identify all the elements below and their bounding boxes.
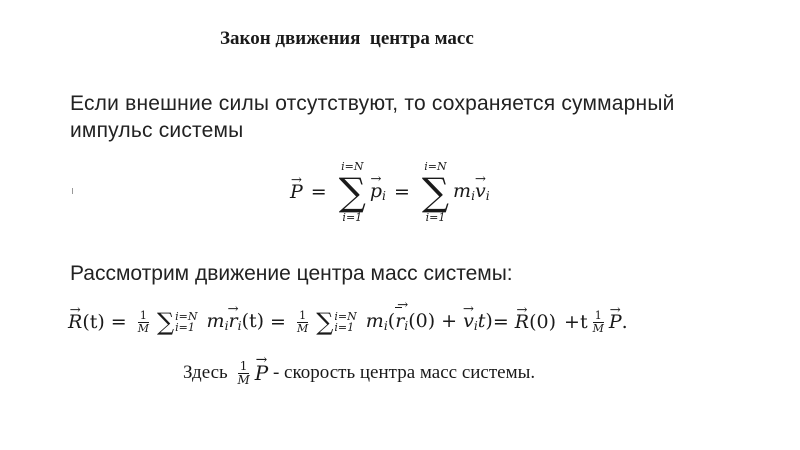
total-momentum-symbol: → P bbox=[290, 181, 303, 203]
equals-sign: = bbox=[270, 311, 286, 333]
equals-sign: = bbox=[310, 181, 327, 203]
inline-sum: ∑ i=N i=1 bbox=[156, 308, 198, 336]
speed-prefix: Здесь bbox=[183, 362, 228, 383]
fraction-one-over-m: $\frac{1}{M}$ bbox=[237, 358, 250, 387]
fraction-one-over-m: $\frac{1}{M}$ bbox=[137, 308, 149, 335]
equals-sign: = bbox=[393, 181, 410, 203]
expanded-term: $m_i(\to r_i(0) +\to v_it)$ bbox=[360, 310, 493, 333]
momentum-term: → $p_i$ bbox=[370, 180, 386, 203]
momentum-symbol: → P bbox=[255, 361, 268, 385]
equals-sign: = bbox=[492, 311, 515, 333]
center-of-mass-paragraph: Рассмотрим движение центра масс системы: bbox=[70, 262, 513, 285]
sigma-glyph: ∑ bbox=[338, 170, 366, 214]
sum-symbol bbox=[339, 161, 366, 223]
sum-upper-limit: i=N bbox=[341, 160, 364, 173]
inline-sum: ∑ i=N i=1 bbox=[316, 308, 357, 336]
speed-line bbox=[183, 352, 535, 394]
zero-arg: (0) bbox=[529, 311, 557, 333]
stray-mark bbox=[72, 188, 73, 194]
initial-position-symbol: → R bbox=[515, 311, 529, 333]
mass-position-term: $m_i\to r_i(t)$ bbox=[200, 310, 264, 333]
fraction-one-over-m: $\frac{1}{M}$ bbox=[592, 308, 604, 335]
momentum-symbol: → P bbox=[609, 311, 622, 333]
speed-suffix: - скорость центра масс системы. bbox=[268, 362, 536, 383]
sum-upper-limit: i=N bbox=[424, 160, 447, 173]
center-of-mass-formula bbox=[68, 298, 628, 346]
momentum-formula bbox=[290, 152, 490, 232]
plus-t: +t bbox=[564, 311, 588, 333]
sum-symbol bbox=[422, 161, 449, 223]
mass-velocity-term: $m_i\to v_i$ bbox=[453, 180, 490, 203]
sum-lower-limit: i=1 bbox=[425, 211, 446, 224]
equals-sign: = bbox=[110, 311, 127, 333]
fraction-one-over-m: $\frac{1}{M}$ bbox=[296, 308, 309, 335]
intro-paragraph: Если внешние силы отсутствуют, то сохраняется суммарный импульс системы bbox=[70, 92, 675, 142]
sigma-glyph: ∑ bbox=[421, 170, 450, 214]
period: . bbox=[621, 311, 628, 333]
slide-title: Закон движения центра масс bbox=[220, 28, 474, 49]
time-arg: (t) bbox=[82, 311, 105, 333]
position-symbol: → R bbox=[68, 311, 82, 333]
sum-lower-limit: i=1 bbox=[342, 211, 363, 224]
